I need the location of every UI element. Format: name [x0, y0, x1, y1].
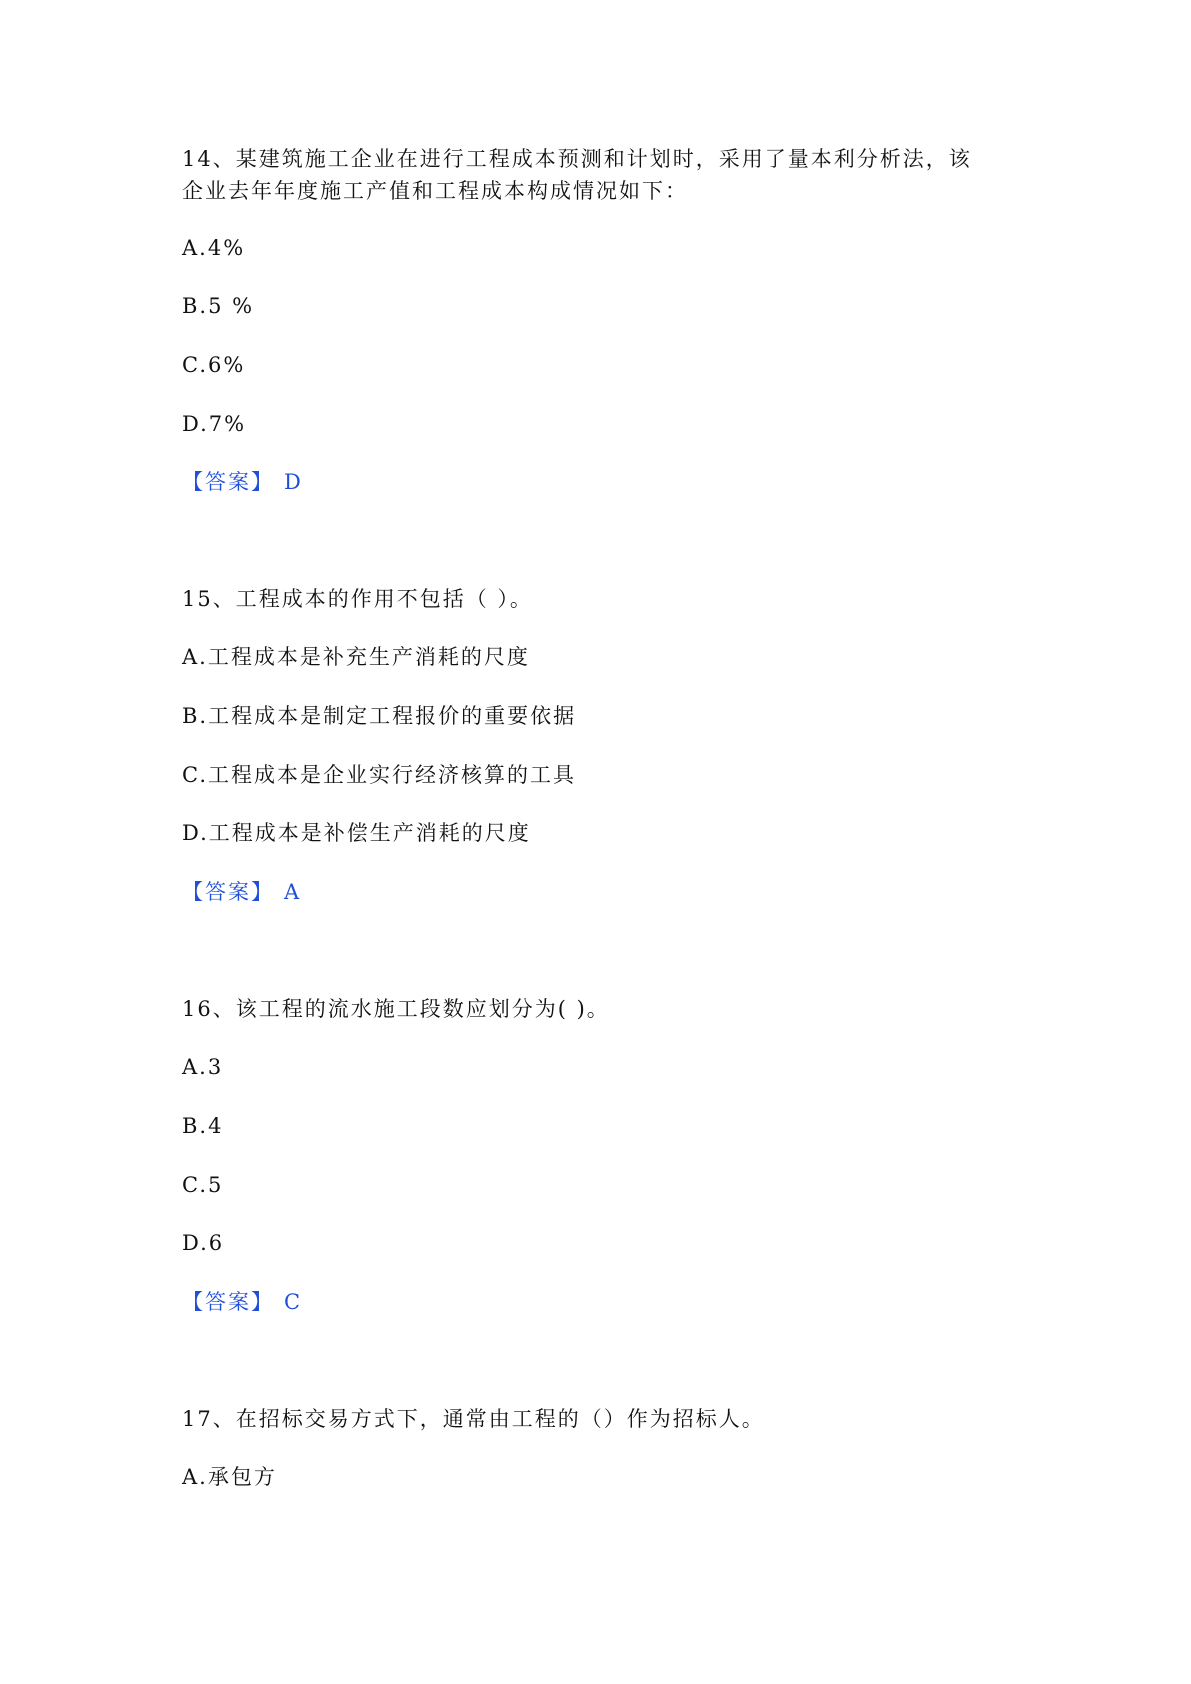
- question-16-option-c: C.5: [182, 1173, 224, 1197]
- answer-value: D: [284, 470, 303, 494]
- question-16-option-d: D.6: [182, 1231, 225, 1255]
- question-15-option-d: D.工程成本是补偿生产消耗的尺度: [182, 821, 531, 845]
- question-14-stem-line-2: 企业去年年度施工产值和工程成本构成情况如下：: [182, 179, 688, 203]
- question-14-answer: [182, 466, 303, 499]
- question-17-stem: 17、在招标交易方式下，通常由工程的（）作为招标人。: [182, 1407, 765, 1431]
- question-15-stem: 15、工程成本的作用不包括（ ）。: [182, 587, 533, 611]
- question-15-option-b: B.工程成本是制定工程报价的重要依据: [182, 704, 577, 728]
- answer-tag: 【答案】: [182, 470, 274, 494]
- answer-tag: 【答案】: [182, 880, 274, 904]
- question-14-option-d: D.7%: [182, 412, 247, 436]
- question-15-option-c: C.工程成本是企业实行经济核算的工具: [182, 763, 576, 787]
- question-15-option-a: A.工程成本是补充生产消耗的尺度: [182, 645, 530, 669]
- question-15-answer: [182, 876, 301, 909]
- answer-value: C: [284, 1290, 303, 1314]
- question-14-option-b: B.5 %: [182, 294, 255, 318]
- question-16-answer: [182, 1286, 302, 1319]
- question-14-option-c: C.6%: [182, 353, 246, 377]
- question-16-option-b: B.4: [182, 1114, 224, 1138]
- answer-value: A: [284, 880, 302, 904]
- question-17-option-a: A.承包方: [182, 1465, 277, 1489]
- question-14-stem-line-1: 14、某建筑施工企业在进行工程成本预测和计划时，采用了量本利分析法，该: [182, 147, 972, 171]
- answer-tag: 【答案】: [182, 1290, 274, 1314]
- question-16-stem: 16、该工程的流水施工段数应划分为( )。: [182, 997, 610, 1021]
- question-14-option-a: A.4%: [182, 236, 246, 260]
- question-16-option-a: A.3: [182, 1055, 224, 1079]
